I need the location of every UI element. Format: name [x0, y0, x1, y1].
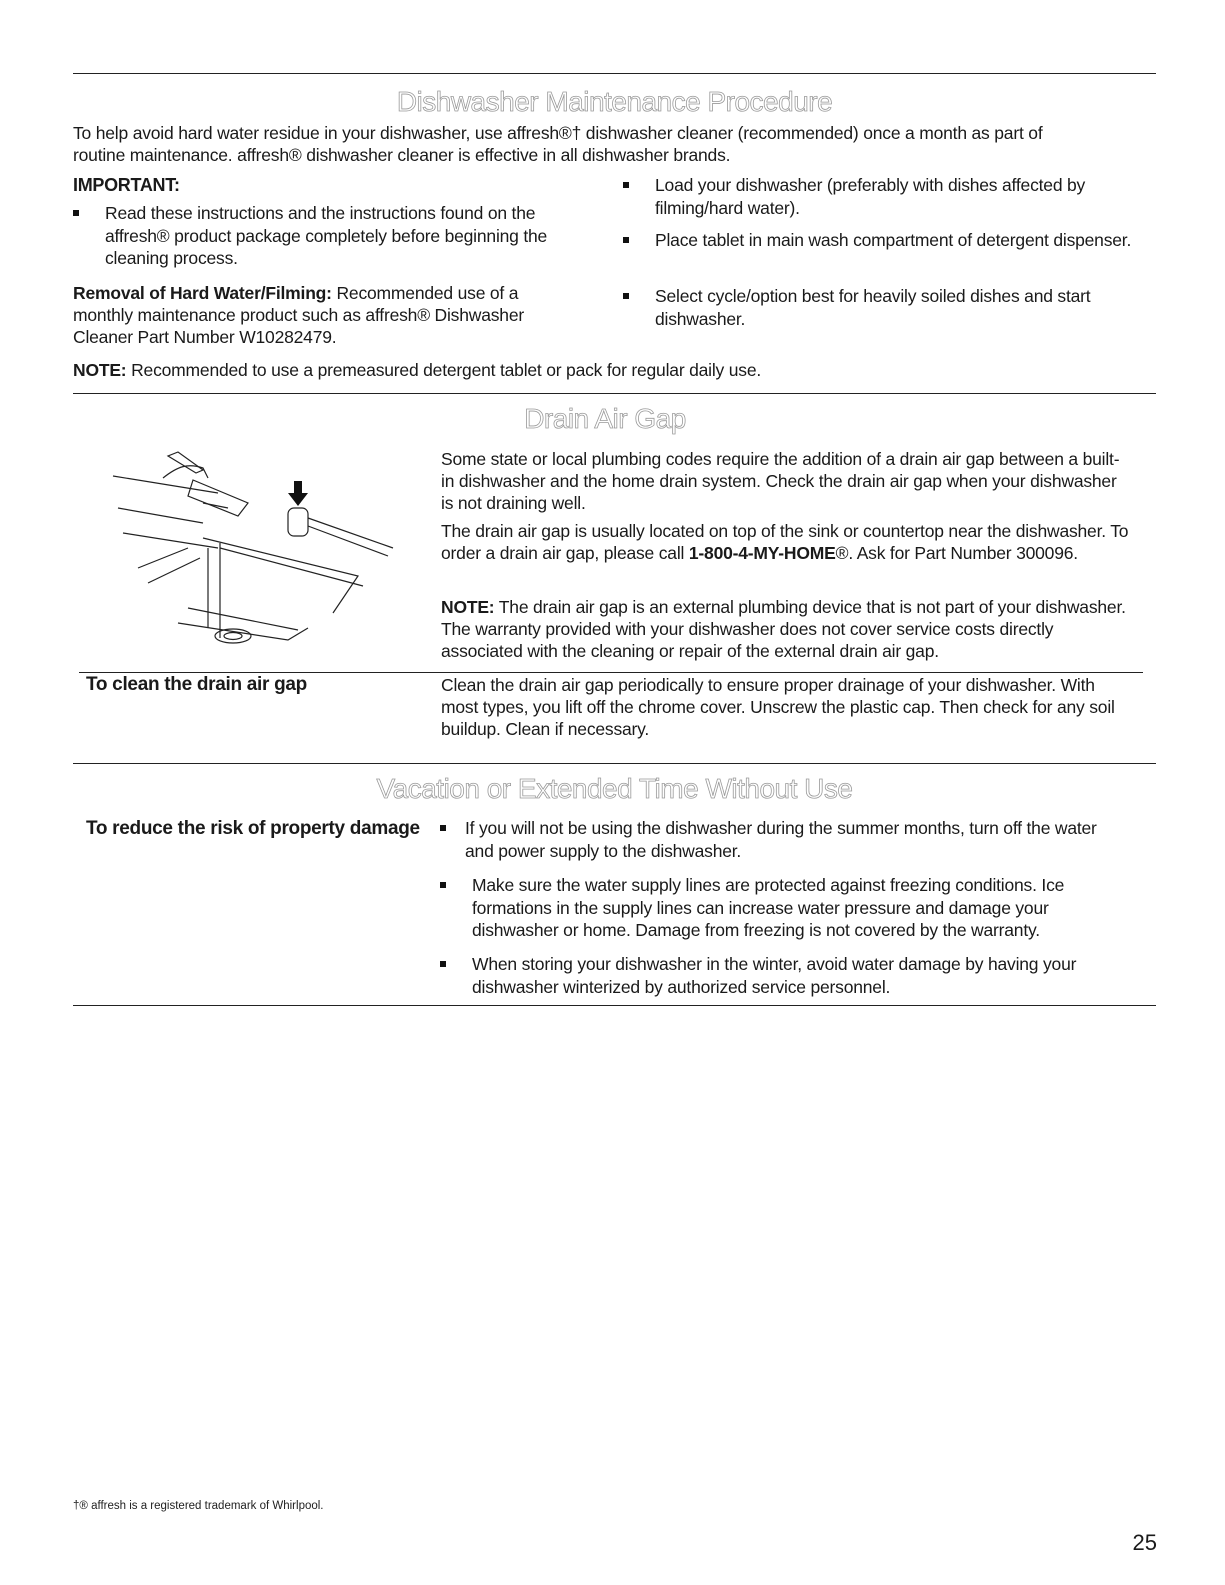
important-label: IMPORTANT: — [73, 175, 180, 195]
bullet-icon — [623, 182, 629, 188]
bullet-icon — [73, 210, 79, 216]
maintenance-note — [73, 359, 1156, 381]
note-label: NOTE: — [441, 597, 495, 617]
drain-air-gap-illustration — [108, 448, 408, 658]
drain-para-2-tail: ®. Ask for Part Number 300096. — [835, 543, 1078, 563]
maintenance-intro-line1: To help avoid hard water residue in your dishwasher, use affresh®† dishwasher cleaner (recommended) once a month as part of — [73, 123, 1043, 143]
drain-note — [441, 596, 1131, 662]
section-rule — [73, 763, 1156, 764]
vacation-heading: To reduce the risk of property damage — [86, 818, 420, 839]
drain-air-gap-title: Drain Air Gap — [524, 403, 686, 434]
note-text: Recommended to use a premeasured detergent tablet or pack for regular daily use. — [126, 360, 762, 380]
important-bullet-text: Read these instructions and the instructions found on the affresh® product package completely before beginning the cleaning process. — [105, 203, 548, 268]
vacation-bullet-text: When storing your dishwasher in the winter, avoid water damage by having your dishwasher winterized by authorized service personnel. — [472, 954, 1077, 997]
maintenance-title: Dishwasher Maintenance Procedure — [396, 86, 833, 117]
vacation-bullet-text: Make sure the water supply lines are protected against freezing conditions. Ice formations in the supply lines can increase water pressure and damage your dishwasher or home. Damage from freezing is not covered by the warranty. — [472, 875, 1065, 940]
bullet-icon — [623, 237, 629, 243]
removal-label: Removal of Hard Water/Filming: — [73, 283, 332, 303]
removal-paragraph — [73, 282, 573, 348]
clean-drain-text: Clean the drain air gap periodically to ensure proper drainage of your dishwasher. With most types, you lift off the chrome cover. Unscrew the plastic cap. Then check for any soil buildup. Clean if necessary. — [441, 675, 1115, 739]
drain-para-2-text: The drain air gap is usually located on top of the sink or countertop near the dishwasher. To order a drain air gap, please call — [441, 521, 1129, 563]
clean-heading-rule — [79, 672, 1143, 673]
section-rule — [73, 393, 1156, 394]
note-text: The drain air gap is an external plumbing device that is not part of your dishwasher. The warranty provided with your dishwasher does not cover service costs directly associated with the cleaning or repair of the external drain air gap. — [441, 597, 1126, 661]
maintenance-intro-line2: routine maintenance. affresh® dishwasher cleaner is effective in all dishwasher brands. — [73, 145, 731, 165]
vacation-bullet-text: If you will not be using the dishwasher during the summer months, turn off the water and power supply to the dishwasher. — [465, 818, 1097, 861]
bullet-icon — [623, 293, 629, 299]
phone-number: 1-800-4-MY-HOME — [688, 543, 836, 563]
step-text: Place tablet in main wash compartment of detergent dispenser. — [655, 230, 1132, 250]
note-label: NOTE: — [73, 360, 127, 380]
bullet-icon — [440, 961, 446, 967]
bullet-icon — [440, 825, 446, 831]
drain-para-2 — [441, 520, 1131, 564]
bottom-rule — [73, 1005, 1156, 1006]
top-rule — [73, 73, 1156, 74]
removal-text: Recommended use of a monthly maintenance product such as affresh® Dishwasher Cleaner Part Number W10282479. — [73, 283, 524, 347]
bullet-icon — [440, 882, 446, 888]
trademark-footnote: †® affresh is a registered trademark of Whirlpool. — [73, 1500, 324, 1512]
vacation-title: Vacation or Extended Time Without Use — [376, 773, 853, 804]
step-text: Load your dishwasher (preferably with dishes affected by filming/hard water). — [655, 175, 1086, 218]
page-number: 25 — [1132, 1530, 1157, 1555]
step-text: Select cycle/option best for heavily soiled dishes and start dishwasher. — [655, 286, 1091, 329]
clean-drain-heading: To clean the drain air gap — [86, 674, 307, 695]
drain-para-1: Some state or local plumbing codes require the addition of a drain air gap between a built-in dishwasher and the home drain system. Check the drain air gap when your dishwasher is not draining well. — [441, 449, 1120, 513]
